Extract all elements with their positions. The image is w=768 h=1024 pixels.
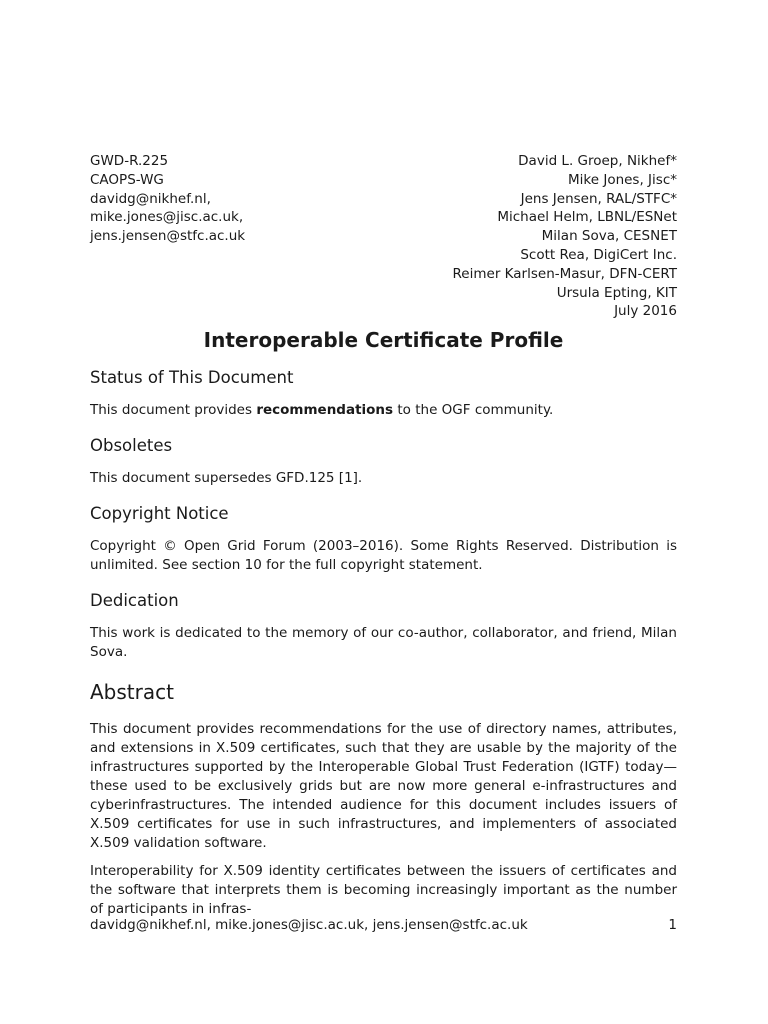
document-header — [90, 152, 677, 321]
copyright-heading: Copyright Notice — [90, 504, 229, 524]
page-body — [90, 152, 677, 919]
document-id: GWD-R.225 — [90, 153, 169, 169]
contact-email: mike.jones@jisc.ac.uk, — [90, 209, 244, 226]
working-group: CAOPS-WG — [90, 171, 164, 188]
contact-email: davidg@nikhef.nl, — [90, 190, 211, 207]
author: Milan Sova, CESNET — [541, 228, 677, 245]
abstract-heading: Abstract — [90, 680, 174, 705]
page-footer — [90, 917, 677, 933]
obsoletes-text: This document supersedes GFD.125 [1]. — [90, 470, 363, 487]
author: Jens Jensen, RAL/STFC* — [520, 190, 677, 207]
page-number: 1 — [668, 917, 677, 933]
obsoletes-heading: Obsoletes — [90, 436, 173, 456]
abstract-paragraph: This document provides recommendations for the use of directory names, attributes, and extensions in X.509 certificates, such that they are usable by the majority of the infrastructures supported by the Interoperable Global Trust Federation (IGTF) today—these used to be exclusively grids but are now more general e-infrastructures and cyberinfrastructures. The intended audience for this document includes issuers of X.509 certificates for use in such infrastructures, and implementers of associated X.509 validation software. — [90, 721, 677, 852]
author-list — [453, 152, 677, 321]
dedication-heading: Dedication — [90, 591, 179, 611]
copyright-text: Copyright © Open Grid Forum (2003–2016). Some Rights Reserved. Distribution is unlimited. See section 10 for the full copyright statement. — [90, 538, 677, 574]
abstract-paragraph: Interoperability for X.509 identity certificates between the issuers of certificates and the software that interprets them is becoming increasingly important as the number of participants in infras- — [90, 863, 677, 918]
publication-date: July 2016 — [614, 303, 677, 320]
dedication-text: This work is dedicated to the memory of our co-author, collaborator, and friend, Milan Sova. — [90, 625, 677, 661]
document-title: Interoperable Certificate Profile — [203, 328, 564, 353]
author: David L. Groep, Nikhef* — [518, 153, 677, 169]
author: Michael Helm, LBNL/ESNet — [497, 209, 677, 226]
header-left — [90, 152, 245, 321]
status-heading: Status of This Document — [90, 368, 294, 388]
author: Scott Rea, DigiCert Inc. — [520, 246, 677, 263]
status-text: This document provides recommendations to the OGF community. — [90, 402, 554, 419]
footer-emails: davidg@nikhef.nl, mike.jones@jisc.ac.uk, jens.jensen@stfc.ac.uk — [90, 917, 528, 933]
contact-email: jens.jensen@stfc.ac.uk — [90, 228, 246, 245]
author: Reimer Karlsen-Masur, DFN-CERT — [452, 265, 677, 282]
author: Mike Jones, Jisc* — [568, 171, 677, 188]
abstract-body — [90, 720, 677, 919]
author: Ursula Epting, KIT — [556, 284, 677, 301]
